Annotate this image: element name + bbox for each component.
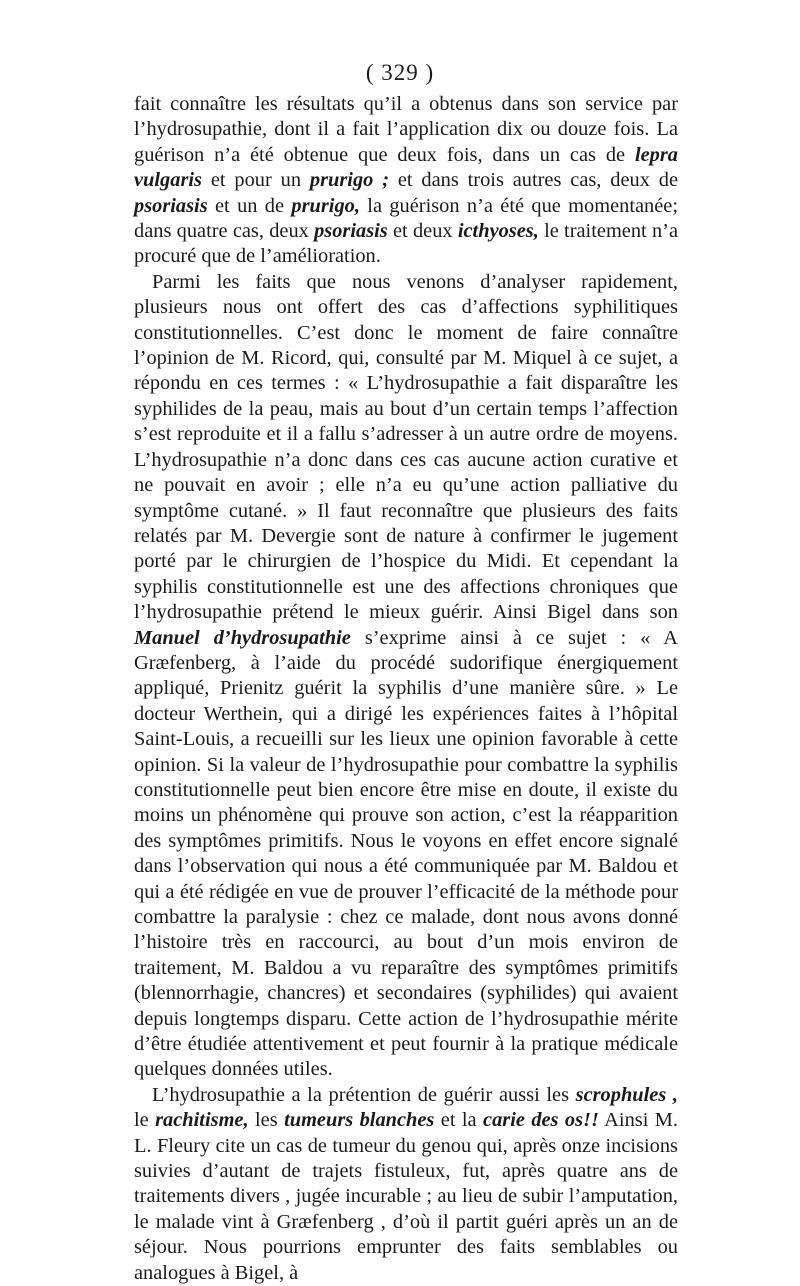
- text-run: s’exprime ainsi à ce sujet : « A Græfenberg, à l’aide du procédé sudorifique énergiquement appliqué, Prienitz guérit la syphilis d’une manière sûre. » Le docteur Werthein, qui a dirigé les expériences faites à l’hôpital Saint-Louis, a recueilli sur les lieux une opinion favorable à cette opinion. Si la valeur de l’hydrosupathie pour combattre la syphilis constitutionnelle peut bien encore être mise en doute, il existe du moins un phénomène qui prouve son action, c’est la réapparition des symptômes primitifs. Nous le voyons en effet encore signalé dans l’observation qui nous a été communiquée par M. Baldou et qui a été rédigée en vue de prouver l’efficacité de la méthode pour combattre la paralysie : chez ce malade, dont nous avons donné l’histoire très en raccourci, au bout d’un mois environ de traitement, M. Baldou a vu reparaître des symptômes primitifs (blennorrhagie, chancres) et secondaires (syphilides) qui avaient depuis longtemps disparu. Cette action de l’hydrosupathie mérite d’être étudiée attentivement et peut fournir à la pratique médicale quelques données utiles.: [134, 626, 678, 1081]
- italic-term: psoriasis: [134, 194, 208, 217]
- italic-term: scrophules ,: [575, 1083, 678, 1106]
- text-run: Ainsi M. L. Fleury cite un cas de tumeur du genou qui, après onze incisions suivies d’autant de trajets fistuleux, fut, après quatre ans de traitements divers , jugée incurable ; au lieu de subir l’amputation, le malade vint à Græfenberg , d’où il partit guéri après un an de séjour. Nous pourrions emprunter des faits semblables ou analogues à Bigel, à: [134, 1109, 678, 1284]
- text-run: la guérison n’a été que momentanée; dans quatre cas, deux: [134, 194, 679, 243]
- italic-term: prurigo,: [291, 194, 360, 217]
- italic-term: carie des os!!: [483, 1109, 599, 1132]
- paragraph: [134, 92, 678, 270]
- text-run: le traitement n’a procuré que de l’amélioration.: [134, 220, 678, 268]
- text-run: fait connaître les résultats qu’il a obtenus dans son service par l’hydrosupathie, dont il a fait l’application dix ou douze fois. La guérison n’a été obtenue que deux fois, dans un cas de: [134, 93, 678, 166]
- italic-term: tumeurs blanches: [284, 1109, 435, 1132]
- text-run: les: [248, 1109, 285, 1132]
- italic-term: prurigo ;: [309, 169, 389, 192]
- page-body-text: [134, 92, 678, 1286]
- italic-term: psoriasis: [314, 220, 388, 243]
- text-run: et un de: [207, 194, 292, 217]
- italic-term: icthyoses,: [457, 220, 539, 243]
- text-run: le: [134, 1109, 156, 1132]
- italic-term: rachitisme,: [155, 1109, 249, 1132]
- text-run: et dans trois autres cas, deux de: [388, 169, 678, 192]
- text-run: Parmi les faits que nous venons d’analyser rapidement, plusieurs nous ont offert des cas d’affections syphilitiques constitutionnelles. C’est donc le moment de faire connaître l’opinion de M. Ricord, qui, consulté par M. Miquel à ce sujet, a répondu en ces termes : « L’hydrosupathie a fait disparaître les syphilides de la peau, mais au bout d’un certain temps l’affection s’est reproduite et il a fallu s’adresser à un autre ordre de moyens. L’hydrosupathie n’a donc dans ces cas aucune action curative et ne pouvait en avoir ; elle n’a eu qu’une action palliative du symptôme cutané. » Il faut reconnaître que plusieurs des faits relatés par M. Devergie sont de nature à confirmer le jugement porté par le chirurgien de l’hospice du Midi. Et cependant la syphilis constitutionnelle est une des affections chroniques que l’hydrosupathie prétend le mieux guérir. Ainsi Bigel dans son: [134, 270, 678, 624]
- text-run: L’hydrosupathie a la prétention de guérir aussi les: [152, 1083, 576, 1106]
- italic-term: lepra vulgaris: [134, 143, 678, 192]
- italic-term: Manuel d’hydrosupathie: [134, 626, 351, 649]
- paragraph: [134, 270, 678, 1083]
- page-number: ( 329 ): [365, 60, 435, 85]
- text-run: et pour un: [201, 169, 310, 192]
- text-run: et deux: [387, 220, 458, 243]
- paragraph: [134, 1083, 678, 1286]
- text-run: et la: [434, 1109, 484, 1132]
